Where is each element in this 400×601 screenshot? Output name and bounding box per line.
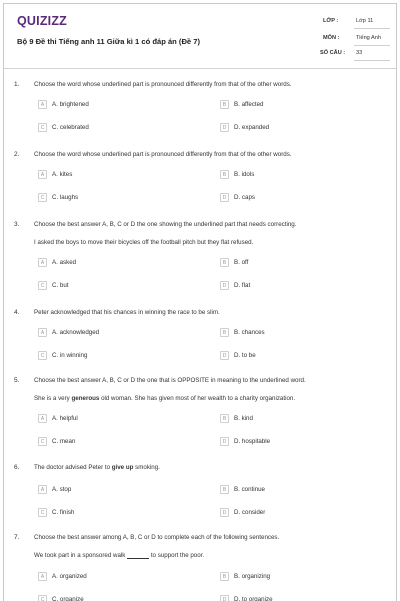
option-a[interactable] bbox=[38, 169, 72, 180]
option-c[interactable] bbox=[38, 192, 78, 203]
option-a-label: A. kites bbox=[52, 171, 73, 178]
class-value: Lớp 11 bbox=[356, 18, 374, 24]
question-number: 5. bbox=[14, 377, 20, 384]
sentence-start: She is a very bbox=[34, 395, 72, 402]
question-text bbox=[34, 464, 160, 471]
option-a-label: A. asked bbox=[52, 259, 77, 266]
option-b-label: B. continue bbox=[234, 486, 265, 493]
question-sentence bbox=[34, 395, 295, 402]
option-d-label: D. consider bbox=[234, 509, 266, 516]
sentence-start: We took part in a sponsored walk bbox=[34, 552, 128, 559]
option-a-box[interactable]: A bbox=[38, 100, 47, 109]
option-c[interactable] bbox=[38, 280, 69, 291]
worksheet-header bbox=[4, 4, 396, 69]
question-number: 3. bbox=[14, 221, 20, 228]
option-b-box[interactable]: B bbox=[220, 572, 229, 581]
option-c-box[interactable]: C bbox=[38, 281, 47, 290]
option-b-box[interactable]: B bbox=[220, 170, 229, 179]
option-c-box[interactable]: C bbox=[38, 351, 47, 360]
option-d-label: D. to organize bbox=[234, 596, 273, 601]
option-a-label: A. helpful bbox=[52, 415, 78, 422]
option-d-label: D. expanded bbox=[234, 124, 270, 131]
option-b-label: B. affected bbox=[234, 101, 264, 108]
option-c-label: C. but bbox=[52, 282, 69, 289]
option-c[interactable] bbox=[38, 350, 87, 361]
question-text: Choose the best answer A, B, C or D the one that is OPPOSITE in meaning to the underlined word. bbox=[34, 377, 306, 384]
option-c-label: C. organize bbox=[52, 596, 84, 601]
option-d[interactable] bbox=[220, 350, 256, 361]
question-text: Choose the best answer A, B, C or D the one showing the underlined part that needs correcting. bbox=[34, 221, 297, 228]
option-a-box[interactable]: A bbox=[38, 170, 47, 179]
option-a[interactable] bbox=[38, 413, 78, 424]
subject-underline bbox=[354, 45, 390, 46]
quizizz-logo: QUIZIZZ bbox=[17, 14, 68, 28]
option-b[interactable] bbox=[220, 413, 253, 424]
option-a-box[interactable]: A bbox=[38, 258, 47, 267]
option-d-box[interactable]: D bbox=[220, 595, 229, 601]
option-a[interactable] bbox=[38, 484, 71, 495]
option-d-box[interactable]: D bbox=[220, 437, 229, 446]
option-a-label: A. brightened bbox=[52, 101, 89, 108]
sentence-end: to support the poor. bbox=[149, 552, 205, 559]
option-d[interactable] bbox=[220, 280, 250, 291]
option-b[interactable] bbox=[220, 99, 263, 110]
option-a[interactable] bbox=[38, 327, 99, 338]
option-c-box[interactable]: C bbox=[38, 595, 47, 601]
subject-value: Tiếng Anh bbox=[356, 35, 381, 41]
answer-blank bbox=[127, 552, 149, 559]
option-c[interactable] bbox=[38, 122, 89, 133]
option-b-box[interactable]: B bbox=[220, 258, 229, 267]
option-b-label: B. chances bbox=[234, 329, 265, 336]
option-a[interactable] bbox=[38, 571, 87, 582]
option-a[interactable] bbox=[38, 99, 89, 110]
question-number: 1. bbox=[14, 81, 20, 88]
question-text: Peter acknowledged that his chances in winning the race to be slim. bbox=[34, 309, 220, 316]
option-b[interactable] bbox=[220, 571, 270, 582]
question-number: 2. bbox=[14, 151, 20, 158]
option-c-label: C. celebrated bbox=[52, 124, 89, 131]
option-d-label: D. to be bbox=[234, 352, 256, 359]
option-c-label: C. mean bbox=[52, 438, 76, 445]
option-b[interactable] bbox=[220, 484, 265, 495]
option-b-label: B. organizing bbox=[234, 573, 271, 580]
option-d-box[interactable]: D bbox=[220, 281, 229, 290]
option-b-label: B. idols bbox=[234, 171, 255, 178]
option-a-box[interactable]: A bbox=[38, 485, 47, 494]
option-d-box[interactable]: D bbox=[220, 508, 229, 517]
question-number: 4. bbox=[14, 309, 20, 316]
question-text: Choose the word whose underlined part is pronounced differently from that of the other words. bbox=[34, 81, 292, 88]
option-c-label: C. laughs bbox=[52, 194, 79, 201]
option-a-label: A. organized bbox=[52, 573, 87, 580]
question-sentence bbox=[34, 552, 204, 559]
option-d-box[interactable]: D bbox=[220, 193, 229, 202]
sentence-end: old woman. She has given most of her wealth to a charity organization. bbox=[99, 395, 296, 402]
option-c-box[interactable]: C bbox=[38, 508, 47, 517]
option-d[interactable] bbox=[220, 507, 265, 518]
option-a-box[interactable]: A bbox=[38, 328, 47, 337]
option-b-label: B. kind bbox=[234, 415, 253, 422]
worksheet-page bbox=[3, 3, 397, 601]
option-c[interactable] bbox=[38, 507, 74, 518]
subject-label: MÔN : bbox=[323, 35, 340, 41]
option-b[interactable] bbox=[220, 169, 254, 180]
option-d[interactable] bbox=[220, 436, 270, 447]
option-c-label: C. in winning bbox=[52, 352, 88, 359]
count-value: 33 bbox=[356, 50, 363, 56]
option-a-label: A. stop bbox=[52, 486, 72, 493]
count-underline bbox=[354, 60, 390, 61]
option-a-box[interactable]: A bbox=[38, 414, 47, 423]
question-text: Choose the word whose underlined part is pronounced differently from that of the other words. bbox=[34, 151, 292, 158]
option-a-box[interactable]: A bbox=[38, 572, 47, 581]
class-label: LỚP : bbox=[323, 18, 339, 24]
worksheet-title: Bộ 9 Đề thi Tiếng anh 11 Giữa kì 1 có đáp án (Đề 7) bbox=[17, 37, 201, 46]
option-c-label: C. finish bbox=[52, 509, 75, 516]
question-number: 7. bbox=[14, 534, 20, 541]
option-b[interactable] bbox=[220, 327, 265, 338]
question-sentence: I asked the boys to move their bicycles off the football pitch but they flat refused. bbox=[34, 239, 254, 246]
sentence-end: smoking. bbox=[133, 464, 160, 471]
option-d-box[interactable]: D bbox=[220, 123, 229, 132]
count-label: SỐ CÂU : bbox=[320, 50, 346, 56]
option-b-box[interactable]: B bbox=[220, 414, 229, 423]
option-c-box[interactable]: C bbox=[38, 193, 47, 202]
option-b-label: B. off bbox=[234, 259, 249, 266]
option-b-box[interactable]: B bbox=[220, 485, 229, 494]
option-b-box[interactable]: B bbox=[220, 328, 229, 337]
option-d-box[interactable]: D bbox=[220, 351, 229, 360]
option-b[interactable] bbox=[220, 257, 248, 268]
option-c[interactable] bbox=[38, 436, 75, 447]
question-text: Choose the best answer among A, B, C or D to complete each of the following sentences. bbox=[34, 534, 280, 541]
option-d-label: D. hospitable bbox=[234, 438, 271, 445]
option-a-label: A. acknowledged bbox=[52, 329, 100, 336]
option-c-box[interactable]: C bbox=[38, 123, 47, 132]
option-d-label: D. flat bbox=[234, 282, 251, 289]
option-d[interactable] bbox=[220, 192, 255, 203]
option-d-label: D. caps bbox=[234, 194, 255, 201]
question-number: 6. bbox=[14, 464, 20, 471]
option-d[interactable] bbox=[220, 122, 269, 133]
option-c-box[interactable]: C bbox=[38, 437, 47, 446]
target-word: generous bbox=[71, 395, 100, 402]
option-a[interactable] bbox=[38, 257, 76, 268]
sentence-start: The doctor advised Peter to bbox=[34, 464, 112, 471]
option-b-box[interactable]: B bbox=[220, 100, 229, 109]
target-phrase: give up bbox=[111, 464, 134, 471]
class-underline bbox=[354, 28, 390, 29]
